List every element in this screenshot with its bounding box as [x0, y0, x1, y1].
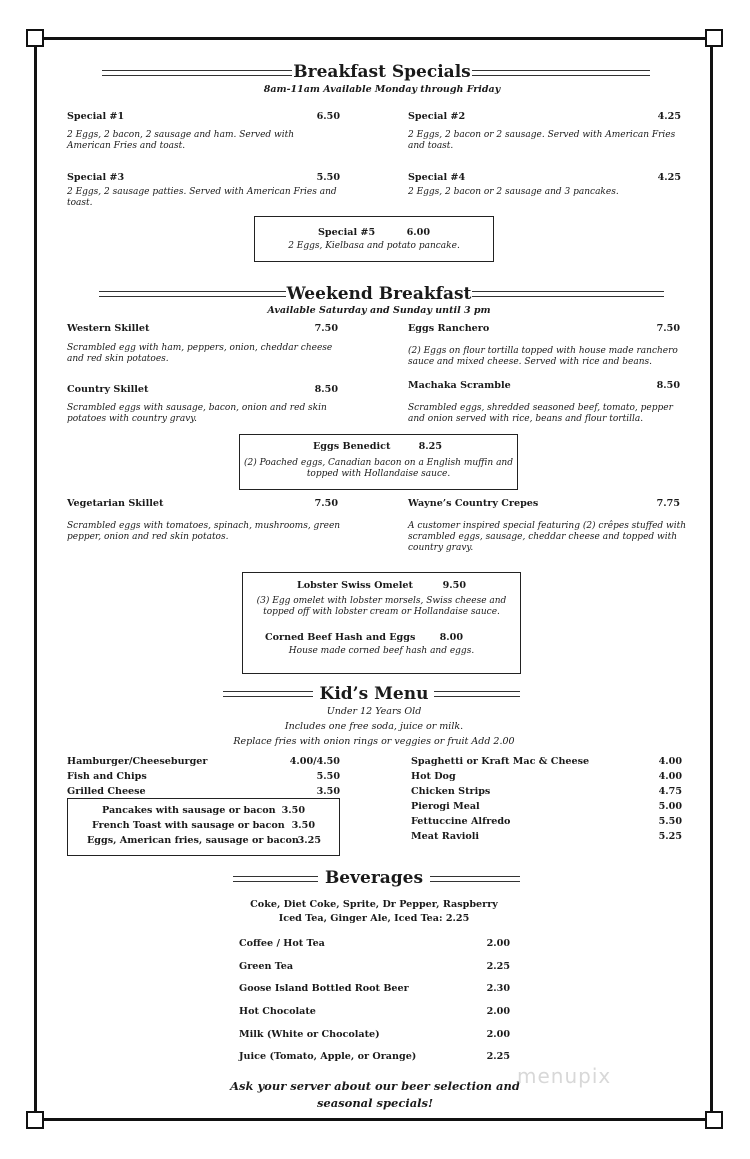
- menu-item-name: Grilled Cheese: [67, 786, 146, 797]
- menu-item-price: 4.00/4.50: [289, 756, 340, 767]
- beverage-name: Hot Chocolate: [239, 1006, 316, 1017]
- menu-item-name: Hot Dog: [411, 771, 456, 782]
- menu-item-desc: 2 Eggs, 2 sausage patties. Served with American Fries and toast.: [67, 187, 337, 208]
- menu-item-price: 4.25: [657, 111, 681, 122]
- corner-ornament: [26, 1111, 44, 1129]
- kids-note: Under 12 Years Old: [326, 706, 422, 717]
- menu-item-price: 8.50: [656, 380, 680, 391]
- beverage-price: 2.00: [486, 1029, 510, 1040]
- menu-item-price: 6.00: [406, 227, 430, 238]
- menu-item-price: 7.50: [314, 498, 338, 509]
- beverage-name: Goose Island Bottled Root Beer: [239, 983, 409, 994]
- menu-item-name: Pancakes with sausage or bacon: [102, 805, 276, 816]
- beverage-price: 2.00: [486, 938, 510, 949]
- menu-item-price: 8.25: [418, 441, 442, 452]
- menu-item-price: 4.00: [658, 771, 682, 782]
- menu-item-price: 3.50: [281, 805, 305, 816]
- section-title-kids: Kid’s Menu: [319, 684, 429, 704]
- menu-item-name: Lobster Swiss Omelet: [297, 580, 413, 591]
- section-title-beverages: Beverages: [324, 868, 424, 888]
- menu-item-desc: Scrambled eggs with sausage, bacon, onion and red skin potatoes with country gravy.: [67, 403, 327, 424]
- menu-item-price: 3.25: [297, 835, 321, 846]
- watermark-logo: menupix: [517, 1064, 612, 1088]
- menu-item-name: Western Skillet: [67, 323, 150, 334]
- menu-item-name: Hamburger/Cheeseburger: [67, 756, 208, 767]
- menu-item-name: Special #1: [67, 111, 125, 122]
- footer-note: seasonal specials!: [316, 1096, 434, 1110]
- menu-item-price: 8.00: [439, 632, 463, 643]
- menu-item-name: Wayne’s Country Crepes: [408, 498, 539, 509]
- menu-item-name: Special #4: [408, 172, 466, 183]
- section-title-breakfast: Breakfast Specials: [293, 62, 471, 82]
- menu-item-price: 8.50: [314, 384, 338, 395]
- divider-line: [472, 291, 664, 297]
- beverage-price: 2.30: [486, 983, 510, 994]
- soda-list: Coke, Diet Coke, Sprite, Dr Pepper, Raspberry: [250, 899, 498, 910]
- special-box: [254, 216, 494, 262]
- menu-item-desc: House made corned beef hash and eggs.: [288, 646, 475, 656]
- menu-item-name: Corned Beef Hash and Eggs: [265, 632, 416, 643]
- kids-note: Includes one free soda, juice or milk.: [284, 721, 464, 732]
- menu-item-name: Spaghetti or Kraft Mac & Cheese: [411, 756, 590, 767]
- divider-line: [223, 691, 313, 697]
- menu-item-price: 5.00: [658, 801, 682, 812]
- menu-item-name: Eggs Benedict: [313, 441, 391, 452]
- menu-item-price: 5.50: [658, 816, 682, 827]
- menu-item-price: 6.50: [316, 111, 340, 122]
- divider-line: [233, 876, 318, 882]
- menu-item-name: Vegetarian Skillet: [67, 498, 164, 509]
- menu-item-desc: A customer inspired special featuring (2) crêpes stuffed with scrambled eggs, sausage, cheddar cheese and topped with country gravy.: [408, 521, 687, 553]
- kids-note: Replace fries with onion rings or veggies or fruit Add 2.00: [233, 736, 515, 747]
- corner-ornament: [26, 29, 44, 47]
- menu-item-desc: Scrambled eggs, shredded seasoned beef, tomato, pepper and onion served with rice, beans and flour tortilla.: [408, 403, 673, 424]
- beverage-price: 2.00: [486, 1006, 510, 1017]
- menu-item-price: 9.50: [442, 580, 466, 591]
- menu-item-name: Machaka Scramble: [408, 380, 511, 391]
- menu-item-name: Eggs, American fries, sausage or bacon: [87, 835, 299, 846]
- menu-item-desc: 2 Eggs, Kielbasa and potato pancake.: [288, 241, 460, 251]
- menu-item-price: 7.50: [314, 323, 338, 334]
- menu-item-name: Fish and Chips: [67, 771, 147, 782]
- menu-item-price: 4.00: [658, 756, 682, 767]
- menu-item-desc: (2) Eggs on flour tortilla topped with house made ranchero sauce and mixed cheese. Served with rice and beans.: [408, 346, 678, 367]
- beverage-name: Milk (White or Chocolate): [239, 1029, 380, 1040]
- menu-item-name: French Toast with sausage or bacon: [92, 820, 285, 831]
- menu-item-name: Pierogi Meal: [411, 801, 480, 812]
- menu-item-name: Special #3: [67, 172, 125, 183]
- menu-item-name: Meat Ravioli: [411, 831, 480, 842]
- beverage-name: Green Tea: [239, 961, 294, 972]
- menu-item-price: 5.50: [316, 172, 340, 183]
- section-subtitle: Available Saturday and Sunday until 3 pm: [267, 305, 491, 316]
- menu-item-name: Special #5: [318, 227, 376, 238]
- menu-item-price: 4.75: [658, 786, 682, 797]
- section-title-weekend: Weekend Breakfast: [286, 284, 472, 304]
- divider-line: [472, 70, 650, 76]
- menu-item-desc: 2 Eggs, 2 bacon or 2 sausage and 3 pancakes.: [408, 187, 619, 197]
- menu-item-desc: Scrambled eggs with tomatoes, spinach, mushrooms, green pepper, onion and red skin potatos.: [67, 521, 341, 542]
- menu-item-price: 4.25: [657, 172, 681, 183]
- menu-item-name: Special #2: [408, 111, 466, 122]
- beverage-price: 2.25: [486, 961, 510, 972]
- menu-item-price: 3.50: [291, 820, 315, 831]
- section-subtitle: 8am-11am Available Monday through Friday: [263, 84, 501, 95]
- divider-line: [102, 70, 292, 76]
- corner-ornament: [705, 1111, 723, 1129]
- menu-item-desc: (3) Egg omelet with lobster morsels, Swiss cheese and topped off with lobster cream or Hollandaise sauce.: [256, 596, 507, 617]
- beverage-name: Juice (Tomato, Apple, or Orange): [239, 1051, 417, 1062]
- menu-item-name: Country Skillet: [67, 384, 149, 395]
- menu-item-price: 7.75: [656, 498, 680, 509]
- menu-item-name: Eggs Ranchero: [408, 323, 490, 334]
- footer-note: Ask your server about our beer selection and: [230, 1079, 520, 1093]
- menu-item-desc: (2) Poached eggs, Canadian bacon on a English muffin and topped with Hollandaise sauce.: [243, 458, 513, 479]
- menu-item-price: 7.50: [656, 323, 680, 334]
- beverage-price: 2.25: [486, 1051, 510, 1062]
- menu-item-price: 5.25: [658, 831, 682, 842]
- corner-ornament: [705, 29, 723, 47]
- divider-line: [434, 691, 520, 697]
- divider-line: [430, 876, 520, 882]
- menu-item-name: Fettuccine Alfredo: [411, 816, 511, 827]
- beverage-name: Coffee / Hot Tea: [239, 938, 325, 949]
- menu-item-price: 3.50: [316, 786, 340, 797]
- soda-list: Iced Tea, Ginger Ale, Iced Tea: 2.25: [278, 913, 470, 924]
- menu-item-price: 5.50: [316, 771, 340, 782]
- menu-item-name: Chicken Strips: [411, 786, 491, 797]
- menu-item-desc: 2 Eggs, 2 bacon or 2 sausage. Served with American Fries and toast.: [408, 130, 676, 151]
- menu-item-desc: 2 Eggs, 2 bacon, 2 sausage and ham. Served with American Fries and toast.: [67, 130, 295, 151]
- menu-item-desc: Scrambled egg with ham, peppers, onion, cheddar cheese and red skin potatoes.: [67, 343, 333, 364]
- divider-line: [99, 291, 286, 297]
